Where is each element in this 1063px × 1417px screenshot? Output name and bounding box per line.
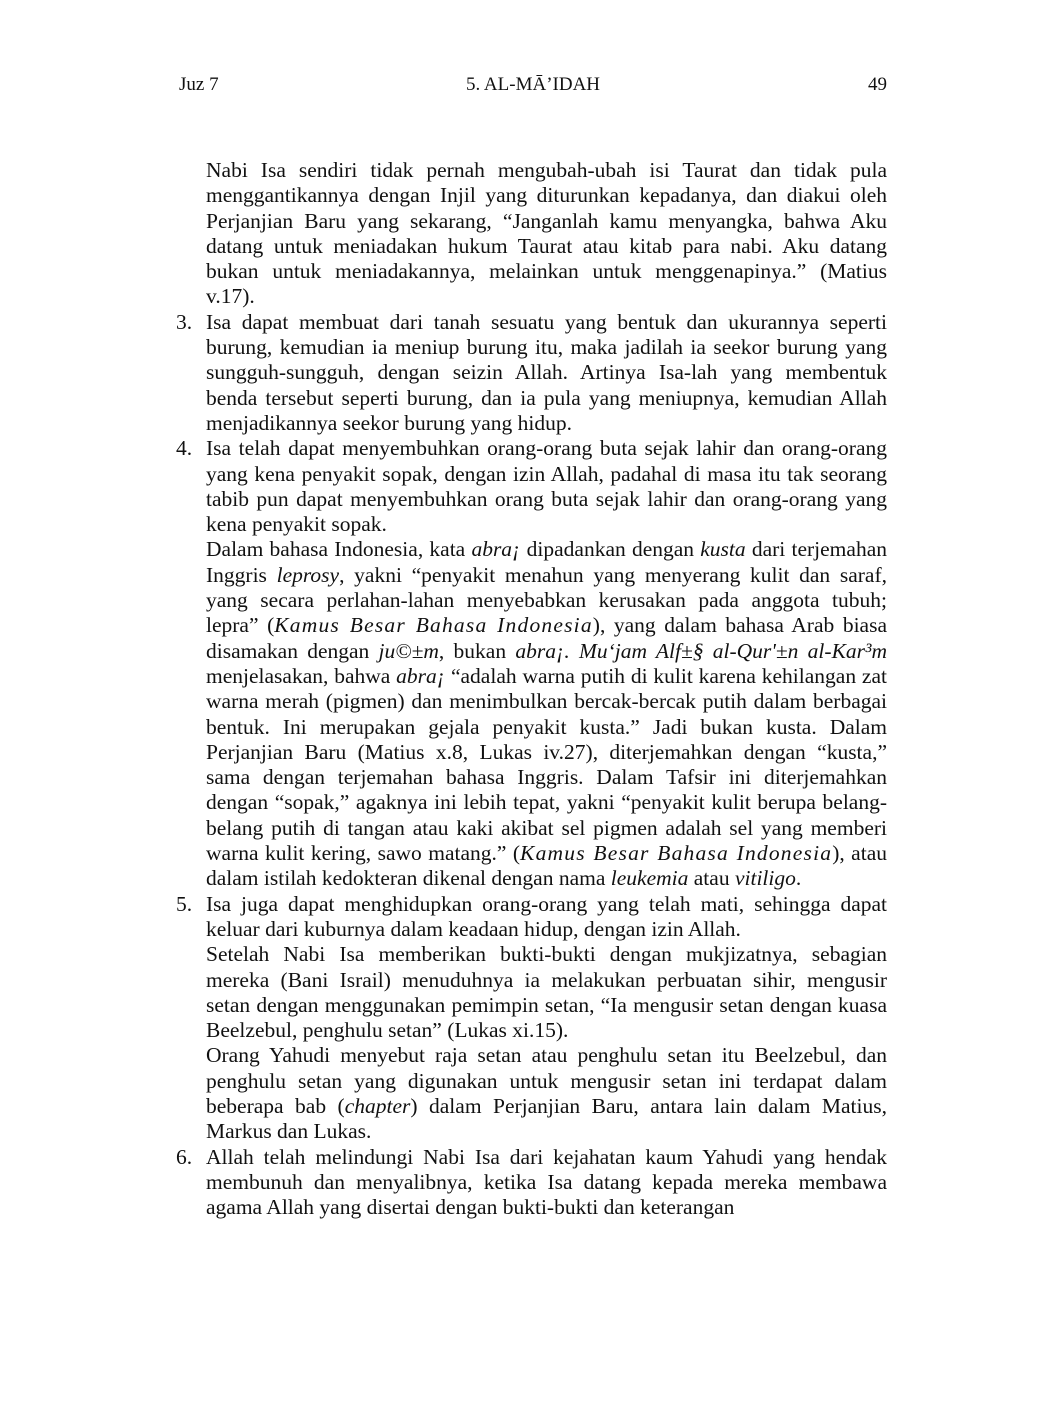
page-body — [170, 158, 887, 1220]
item-text: Isa juga dapat menghidupkan orang-orang yang telah mati, sehingga dapat keluar dari kuburnya dalam keadaan hidup, dengan izin Allah. — [206, 891, 887, 941]
list-item-4 — [170, 436, 887, 891]
item-text: Isa telah dapat menyembuhkan orang-orang buta sejak lahir dan orang-orang yang kena penyakit sopak, dengan izin Allah, padahal di masa itu tak seorang tabib pun dapat menyembuhkan orang buta sejak lahir dan orang-orang yang kena penyakit sopak. — [206, 436, 887, 537]
item-number: 6. — [176, 1144, 193, 1169]
list-item-5 — [170, 892, 887, 1145]
item-number: 3. — [176, 309, 193, 334]
surah-title: 5. AL-MĀ’IDAH — [465, 74, 601, 95]
running-header — [179, 74, 887, 104]
item-note-paragraph: Orang Yahudi menyebut raja setan atau penghulu setan itu Beelzebul, dan penghulu setan yang digunakan untuk mengusir setan ini terdapat dalam beberapa bab (chapter) dalam Perjanjian Baru, antara lain dalam Matius, Markus dan Lukas. — [206, 1043, 887, 1144]
intro-paragraph: Nabi Isa sendiri tidak pernah mengubah-ubah isi Taurat dan tidak pula menggantikannya dengan Injil yang diturunkan kepadanya, dan diakui oleh Perjanjian Baru yang sekarang, “Janganlah kamu menyangka, bahwa Aku datang untuk meniadakan hukum Taurat atau kitab para nabi. Aku datang bukan untuk meniadakannya, melainkan untuk menggenapinya.” (Matius v.17). — [206, 158, 887, 309]
list-item-3 — [170, 310, 887, 436]
item-text: Isa dapat membuat dari tanah sesuatu yang bentuk dan ukurannya seperti burung, kemudian ia meniup burung itu, maka jadilah ia seekor burung yang sungguh-sungguh, dengan seizin Allah. Artinya Isa-lah yang membentuk benda tersebut seperti burung, dan ia pula yang meniupnya, kemudian Allah menjadikannya seekor burung yang hidup. — [206, 309, 887, 435]
list-item-6 — [170, 1145, 887, 1221]
item-note-paragraph: Setelah Nabi Isa memberikan bukti-bukti dengan mukjizatnya, sebagian mereka (Bani Israil) menuduhnya ia melakukan perbuatan sihir, mengusir setan dengan menggunakan pemimpin setan, “Ia mengusir setan dengan kuasa Beelzebul, penghulu setan” (Lukas xi.15). — [206, 942, 887, 1043]
page-number: 49 — [868, 74, 887, 95]
item-text: Allah telah melindungi Nabi Isa dari kejahatan kaum Yahudi yang hendak membunuh dan menyalibnya, ketika Isa datang kepada mereka membawa agama Allah yang disertai dengan bukti-bukti dan keterangan — [206, 1144, 887, 1220]
item-number: 5. — [176, 891, 193, 916]
juz-label: Juz 7 — [179, 74, 219, 95]
item-number: 4. — [176, 436, 193, 461]
item-note-paragraph: Dalam bahasa Indonesia, kata abra¡ dipadankan dengan kusta dari terjemahan Inggris leprosy, yakni “penyakit menahun yang menyerang kulit dan saraf, yang secara perlahan-lahan menyebabkan kerusakan pada anggota tubuh; lepra” (Kamus Besar Bahasa Indonesia), yang dalam bahasa Arab biasa disamakan dengan ju©±m, bukan abra¡. Mu‘jam Alf±§ al-Qur'±n al-Kar³m menjelasakan, bahwa abra¡ “adalah warna putih di kulit karena kehilangan zat warna merah (pigmen) dan menimbulkan bercak-bercak putih dalam berbagai bentuk. Ini merupakan gejala penyakit kusta.” Jadi bukan kusta. Dalam Perjanjian Baru (Matius x.8, Lukas iv.27), diterjemahkan dengan “kusta,” sama dengan terjemahan bahasa Inggris. Dalam Tafsir ini diterjemahkan dengan “sopak,” agaknya ini lebih tepat, yakni “penyakit kulit berupa belang-belang putih di tangan atau kaki akibat sel pigmen adalah sel yang memberi warna kulit kering, sawo matang.” (Kamus Besar Bahasa Indonesia), atau dalam istilah kedokteran dikenal dengan nama leukemia atau vitiligo. — [206, 537, 887, 891]
